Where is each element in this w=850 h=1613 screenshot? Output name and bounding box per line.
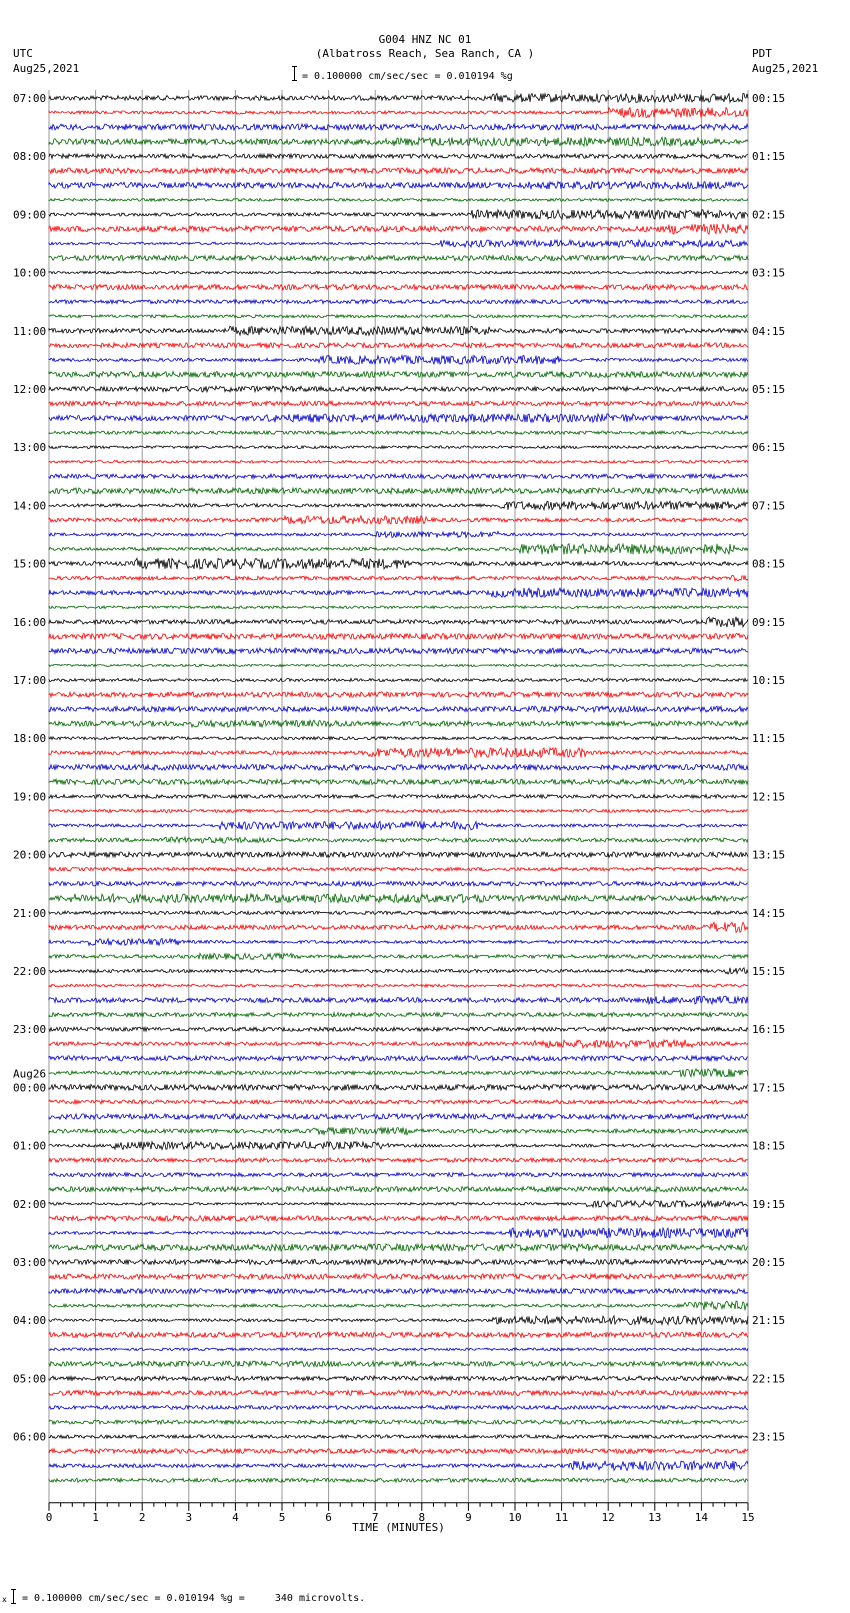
trace-line (49, 606, 748, 609)
trace-line (49, 911, 748, 914)
left-hour-label: 11:00 (13, 324, 47, 338)
trace-line (49, 386, 748, 392)
trace-line (49, 401, 748, 406)
right-hour-label: 08:15 (752, 557, 786, 571)
right-hour-label: 09:15 (752, 615, 786, 629)
trace-line (49, 315, 748, 318)
trace-line (49, 984, 748, 987)
trace-line (49, 431, 748, 434)
date-change-label: Aug26 (13, 1067, 47, 1081)
trace-line (49, 894, 748, 903)
left-hour-label: 13:00 (13, 441, 47, 455)
trace-line (49, 182, 748, 190)
left-hour-label: 12:00 (13, 383, 47, 396)
trace-line (49, 1040, 748, 1048)
trace-line (49, 168, 748, 174)
right-hour-label: 01:15 (752, 150, 786, 164)
trace-line (49, 414, 748, 423)
left-hour-label: 05:00 (13, 1372, 47, 1386)
trace-line (49, 285, 748, 290)
trace-line (49, 748, 748, 758)
right-hour-label: 22:15 (752, 1372, 786, 1386)
trace-line (49, 1348, 748, 1351)
footer-scale-bar-icon (13, 1589, 14, 1604)
x-tick-label: 13 (648, 1510, 662, 1524)
trace-line (49, 1201, 748, 1208)
trace-line (49, 720, 748, 727)
trace-line (49, 1390, 748, 1395)
right-date: Aug25,2021 (752, 62, 819, 75)
trace-line (49, 544, 748, 555)
left-hour-label: 21:00 (13, 906, 47, 920)
trace-line (49, 1420, 748, 1424)
right-hour-label: 15:15 (752, 965, 786, 978)
right-hour-label: 05:15 (752, 383, 786, 396)
trace-line (49, 516, 748, 524)
x-tick-label: 0 (45, 1510, 53, 1524)
trace-line (49, 881, 748, 886)
x-tick-label: 15 (741, 1510, 755, 1524)
trace-line (49, 953, 748, 959)
trace-line (49, 1289, 748, 1294)
trace-line (49, 821, 748, 829)
trace-line (49, 532, 748, 538)
trace-line (49, 372, 748, 378)
trace-line (49, 240, 748, 247)
x-tick-label: 3 (185, 1510, 193, 1524)
right-hour-label: 17:15 (752, 1081, 786, 1095)
trace-line (49, 648, 748, 654)
trace-line (49, 94, 748, 103)
trace-line (49, 460, 748, 463)
right-hour-label: 23:15 (752, 1430, 786, 1444)
trace-line (49, 224, 748, 234)
trace-line (49, 809, 748, 812)
header-scale-text: = 0.100000 cm/sec/sec = 0.010194 %g (302, 71, 513, 82)
left-hour-label: 18:00 (13, 732, 47, 746)
left-hour-label: 00:00 (13, 1081, 47, 1095)
trace-line (49, 1449, 748, 1454)
trace-line (49, 1173, 748, 1177)
trace-line (49, 968, 748, 974)
footer-prefix: x (2, 1595, 7, 1604)
trace-line (49, 1316, 748, 1325)
trace-line (49, 1013, 748, 1017)
trace-line (49, 137, 748, 146)
right-hour-label: 00:15 (752, 92, 786, 105)
trace-line (49, 678, 748, 681)
right-hour-label: 18:15 (752, 1139, 786, 1153)
trace-line (49, 1069, 748, 1077)
left-date: Aug25,2021 (13, 62, 80, 75)
right-hour-label: 19:15 (752, 1197, 786, 1211)
left-hour-label: 15:00 (13, 557, 47, 571)
trace-line (49, 1085, 748, 1091)
trace-line (49, 1406, 748, 1410)
trace-line (49, 474, 748, 478)
trace-line (49, 1027, 748, 1031)
left-hour-label: 17:00 (13, 674, 47, 687)
trace-line (49, 1142, 748, 1150)
right-hour-label: 20:15 (752, 1256, 786, 1269)
trace-line (49, 664, 748, 666)
x-tick-label: 12 (601, 1510, 615, 1524)
x-tick-label: 2 (138, 1510, 146, 1524)
trace-line (49, 356, 748, 365)
left-hour-label: 20:00 (13, 848, 47, 862)
left-hour-label: 04:00 (13, 1314, 47, 1328)
trace-line (49, 1478, 748, 1482)
right-hour-label: 04:15 (752, 324, 786, 338)
trace-line (49, 124, 748, 130)
right-hour-label: 02:15 (752, 208, 786, 222)
trace-line (49, 1100, 748, 1104)
trace-line (49, 1127, 748, 1134)
left-hour-label: 16:00 (13, 615, 47, 629)
right-hour-label: 03:15 (752, 266, 786, 280)
left-timezone: UTC (13, 47, 33, 60)
trace-line (49, 1274, 748, 1280)
trace-line (49, 575, 748, 580)
trace-line (49, 779, 748, 784)
trace-line (49, 1435, 748, 1438)
trace-line (49, 501, 748, 510)
trace-line (49, 922, 748, 932)
trace-line (49, 939, 748, 946)
trace-line (49, 633, 748, 639)
header-title: G004 HNZ NC 01 (378, 33, 472, 46)
trace-line (49, 1228, 748, 1238)
trace-line (49, 108, 748, 118)
x-tick-label: 5 (278, 1510, 286, 1524)
trace-line (49, 1216, 748, 1222)
trace-line (49, 706, 748, 712)
right-hour-label: 16:15 (752, 1023, 786, 1037)
right-hour-label: 11:15 (752, 732, 786, 746)
right-hour-label: 07:15 (752, 499, 786, 513)
trace-line (49, 588, 748, 597)
trace-line (49, 1056, 748, 1061)
trace-line (49, 1361, 748, 1367)
x-tick-label: 7 (371, 1510, 379, 1524)
trace-line (49, 300, 748, 304)
trace-line (49, 692, 748, 697)
trace-line (49, 446, 748, 449)
x-axis-label: TIME (MINUTES) (352, 1520, 445, 1534)
trace-line (49, 1376, 748, 1381)
x-tick-label: 8 (418, 1510, 426, 1524)
right-hour-label: 10:15 (752, 674, 786, 687)
left-hour-label: 23:00 (13, 1023, 47, 1037)
footer-scale-text: = 0.100000 cm/sec/sec = 0.010194 %g = 340 microvolts. (22, 1593, 366, 1604)
trace-line (49, 1187, 748, 1192)
trace-line (49, 199, 748, 202)
trace-line (49, 210, 748, 219)
right-hour-label: 13:15 (752, 848, 786, 862)
trace-line (49, 326, 748, 335)
header-subtitle: (Albatross Reach, Sea Ranch, CA ) (315, 47, 535, 60)
x-tick-label: 6 (325, 1510, 332, 1524)
x-tick-label: 14 (694, 1510, 709, 1524)
trace-line (49, 837, 748, 843)
trace-line (49, 1259, 748, 1264)
right-hour-label: 14:15 (752, 906, 786, 920)
x-tick-label: 10 (508, 1510, 522, 1524)
trace-line (49, 1301, 748, 1310)
left-hour-label: 09:00 (13, 208, 47, 222)
right-hour-label: 12:15 (752, 790, 786, 804)
right-timezone: PDT (752, 47, 772, 60)
trace-line (49, 256, 748, 261)
x-tick-label: 11 (554, 1510, 569, 1524)
left-hour-label: 08:00 (13, 150, 47, 164)
trace-line (49, 1461, 748, 1471)
trace-line (49, 1114, 748, 1119)
right-hour-label: 06:15 (752, 441, 786, 455)
trace-line (49, 558, 748, 569)
trace-line (49, 852, 748, 857)
trace-line (49, 795, 748, 799)
left-hour-label: 14:00 (13, 499, 47, 513)
left-hour-label: 19:00 (13, 790, 47, 804)
left-hour-label: 01:00 (13, 1139, 47, 1153)
left-hour-label: 22:00 (13, 965, 47, 978)
trace-line (49, 1244, 748, 1251)
trace-line (49, 764, 748, 770)
trace-line (49, 737, 748, 740)
right-hour-label: 21:15 (752, 1314, 786, 1328)
x-tick-label: 4 (232, 1510, 239, 1524)
left-hour-label: 06:00 (13, 1430, 47, 1444)
trace-line (49, 488, 748, 494)
trace-line (49, 617, 748, 628)
left-hour-label: 07:00 (13, 92, 47, 105)
trace-line (49, 867, 748, 871)
x-tick-label: 9 (465, 1510, 472, 1524)
trace-line (49, 271, 748, 274)
left-hour-label: 02:00 (13, 1197, 47, 1211)
trace-line (49, 1158, 748, 1162)
left-hour-label: 10:00 (13, 266, 47, 280)
trace-line (49, 1332, 748, 1337)
trace-line (49, 996, 748, 1004)
trace-line (49, 154, 748, 158)
left-hour-label: 03:00 (13, 1256, 47, 1269)
x-tick-label: 1 (92, 1510, 99, 1524)
trace-line (49, 343, 748, 348)
